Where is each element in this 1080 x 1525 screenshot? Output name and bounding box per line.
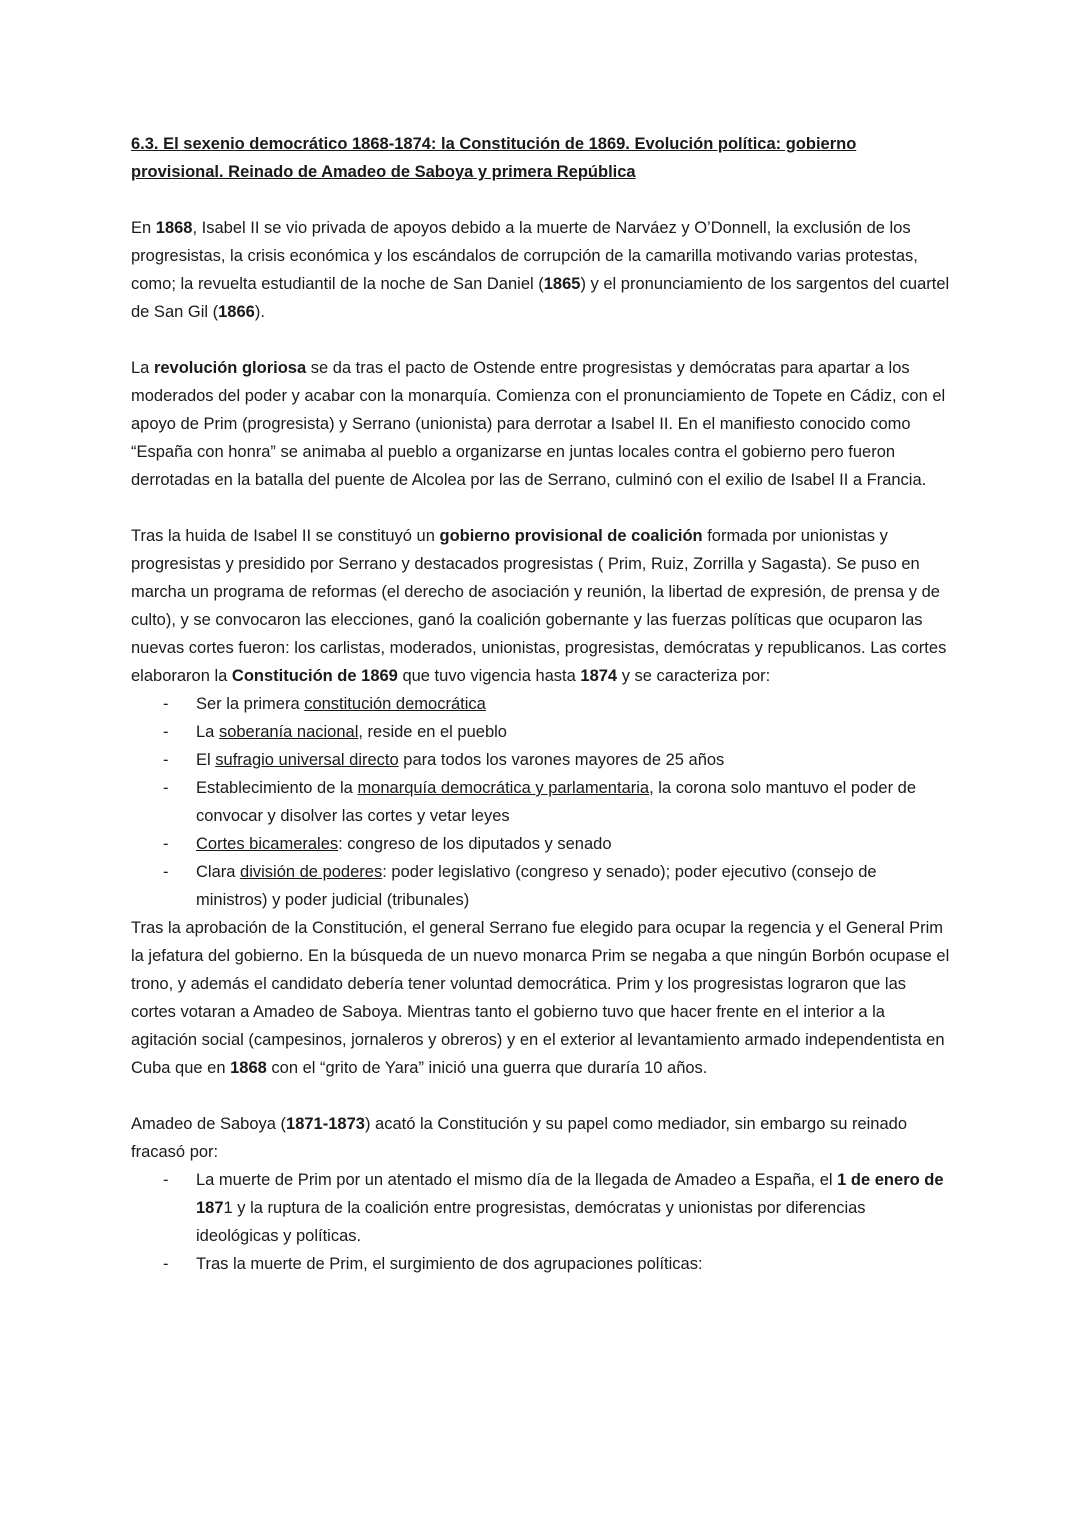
text: ) acató la Constitución y su papel como mediador, sin embargo su reinado fracasó por:: [131, 1115, 908, 1161]
list-item: [131, 746, 951, 774]
text: con el “grito de Yara” inició una guerra que duraría 10 años.: [266, 1059, 708, 1077]
text: Amadeo de Saboya (: [131, 1115, 287, 1133]
list-item: [131, 858, 951, 914]
text: se da tras el pacto de Ostende entre progresistas y demócratas para apartar a los moderados del poder y acabar con la monarquía. Comienza con el pronunciamiento de Topete en Cádiz, con el apoyo de Prim (progresista) y Serrano (unionista) para derrotar a Isabel II. En el manifiesto conocido como “España con honra” se animaba al pueblo a organizarse en juntas locales contra el gobierno pero fueron derrotadas en la batalla del puente de Alcolea por las de Serrano, culminó con el exilio de Isabel II a Francia.: [131, 359, 946, 489]
text: El: [196, 751, 216, 769]
underlined-term: constitución democrática: [304, 695, 486, 713]
underlined-term: monarquía democrática y parlamentaria: [357, 779, 650, 797]
text: Tras la huida de Isabel II se constituyó un: [131, 527, 440, 545]
bold-term: revolución gloriosa: [153, 359, 307, 377]
bullet-dash: -: [163, 723, 169, 741]
text: formada por unionistas y progresistas y presidido por Serrano y destacados progresistas ( Prim, Ruiz, Zorrilla y Sagasta). Se puso en marcha un programa de reformas (el derecho de asociación y reunión, la libertad de expresión, de prensa y de culto), y se convocaron las elecciones, ganó la coalición gobernante y las fuerzas políticas que ocuparon las nuevas cortes fueron: los carlistas, moderados, unionistas, progresistas, demócratas y republicanos. Las cortes elaboraron la: [131, 527, 947, 685]
underlined-term: división de poderes: [240, 863, 383, 881]
list-item: [131, 1166, 951, 1250]
text: Clara: [196, 863, 241, 881]
paragraph-regencia-serrano: [131, 914, 951, 1082]
text: La: [196, 723, 219, 741]
section-title: 6.3. El sexenio democrático 1868-1874: la Constitución de 1869. Evolución política: gobierno provisional. Reinado de Amadeo de Saboya y primera República: [131, 135, 857, 181]
list-item: [131, 830, 951, 858]
bullet-dash: -: [163, 695, 169, 713]
text: Establecimiento de la: [196, 779, 358, 797]
text: , reside en el pueblo: [358, 723, 507, 741]
underlined-term: Cortes bicamerales: [196, 835, 339, 853]
underlined-term: soberanía nacional: [218, 723, 359, 741]
text: para todos los varones mayores de 25 años: [398, 751, 725, 769]
text: La: [131, 359, 154, 377]
bullet-dash: -: [163, 751, 169, 769]
paragraph-amadeo-saboya: [131, 1110, 951, 1166]
bullet-dash: -: [163, 779, 169, 797]
bold-year: 1866: [218, 303, 255, 321]
list-item: [131, 774, 951, 830]
paragraph-revolucion-gloriosa: [131, 354, 951, 494]
bold-year: 1868: [155, 219, 193, 237]
text: Ser la primera: [196, 695, 305, 713]
paragraph-1868-crisis: [131, 214, 951, 326]
bold-term: gobierno provisional de coalición: [439, 527, 703, 545]
paragraph-gobierno-provisional: [131, 522, 951, 690]
bullet-dash: -: [163, 835, 169, 853]
bold-term: Constitución de 1869: [231, 667, 398, 685]
text: ).: [254, 303, 265, 321]
list-item: [131, 1250, 951, 1278]
text: : poder legislativo (congreso y senado); poder ejecutivo (consejo de ministros) y poder judicial (tribunales): [196, 863, 877, 909]
text: , la corona solo mantuvo el poder de convocar y disolver las cortes y vetar leyes: [196, 779, 917, 825]
constitution-features-list: [131, 690, 951, 914]
text: En: [131, 219, 156, 237]
bold-year: 1871-1873: [286, 1115, 365, 1133]
reign-failure-list: [131, 1166, 951, 1278]
text: : congreso de los diputados y senado: [338, 835, 612, 853]
list-item: [131, 690, 951, 718]
list-item: [131, 718, 951, 746]
document-page: [131, 130, 951, 1278]
bullet-dash: -: [163, 1255, 169, 1273]
text: que tuvo vigencia hasta: [397, 667, 581, 685]
text: Tras la muerte de Prim, el surgimiento de dos agrupaciones políticas:: [196, 1255, 703, 1273]
bold-year: 1868: [230, 1059, 267, 1077]
text: ) y el pronunciamiento de los sargentos del cuartel de San Gil (: [131, 275, 950, 321]
bold-year: 1865: [543, 275, 581, 293]
text: y se caracteriza por:: [617, 667, 771, 685]
bullet-dash: -: [163, 1171, 169, 1189]
text: La muerte de Prim por un atentado el mismo día de la llegada de Amadeo a España, el: [196, 1171, 838, 1189]
bullet-dash: -: [163, 863, 169, 881]
text: , Isabel II se vio privada de apoyos debido a la muerte de Narváez y O’Donnell, la exclusión de los progresistas, la crisis económica y los escándalos de corrupción de la camarilla motivando varias protestas, como; la revuelta estudiantil de la noche de San Daniel (: [131, 219, 918, 293]
bold-date: 1 de enero de 187: [196, 1171, 944, 1217]
bold-year: 1874: [580, 667, 618, 685]
text: 1 y la ruptura de la coalición entre progresistas, demócratas y unionistas por diferencias ideológicas y políticas.: [196, 1199, 866, 1245]
text: Tras la aprobación de la Constitución, el general Serrano fue elegido para ocupar la regencia y el General Prim la jefatura del gobierno. En la búsqueda de un nuevo monarca Prim se negaba a que ningún Borbón ocupase el trono, y además el candidato debería tener voluntad democrática. Prim y los progresistas lograron que las cortes votaran a Amadeo de Saboya. Mientras tanto el gobierno tuvo que hacer frente en el interior a la agitación social (campesinos, jornaleros y obreros) y en el exterior al levantamiento armado independentista en Cuba que en: [131, 919, 950, 1077]
underlined-term: sufragio universal directo: [215, 751, 399, 769]
